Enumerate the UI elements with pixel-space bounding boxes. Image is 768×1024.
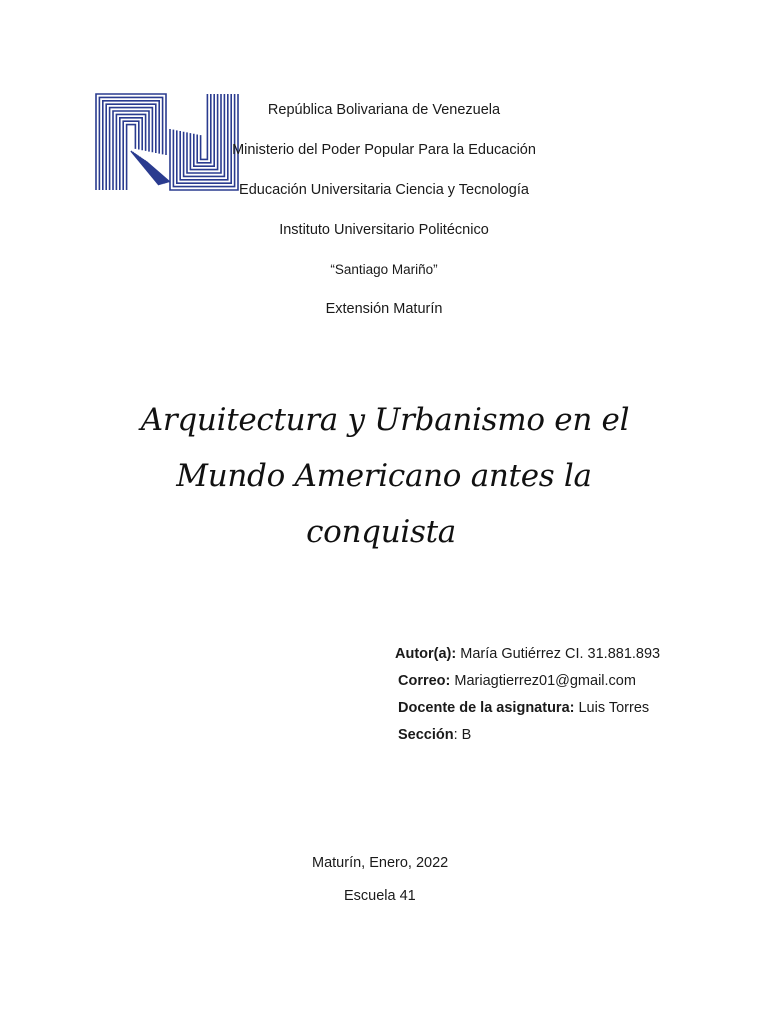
section-value: : B xyxy=(453,727,472,743)
header-institute-name: “Santiago Mariño” xyxy=(330,262,438,277)
document-title xyxy=(0,392,768,560)
email-value: Mariagtierrez01@gmail.com xyxy=(450,673,636,689)
teacher-label: Docente de la asignatura: xyxy=(398,700,575,716)
author-value: María Gutiérrez CI. 31.881.893 xyxy=(456,646,661,662)
section-label: Sección xyxy=(398,727,454,743)
author-label: Autor(a): xyxy=(395,646,457,662)
header-extension: Extensión Maturín xyxy=(325,301,443,317)
email-row xyxy=(395,668,660,695)
title-line-2: Mundo Americano antes la xyxy=(176,458,592,494)
place-date: Maturín, Enero, 2022 xyxy=(312,855,449,871)
section-row xyxy=(395,722,660,749)
teacher-value: Luis Torres xyxy=(574,700,650,716)
header-education: Educación Universitaria Ciencia y Tecnología xyxy=(239,182,529,198)
teacher-row xyxy=(395,695,660,722)
header-institute: Instituto Universitario Politécnico xyxy=(279,222,489,238)
author-row xyxy=(395,641,660,668)
title-line-3: conquista xyxy=(306,514,456,550)
title-line-1: Arquitectura y Urbanismo en el xyxy=(140,402,630,438)
email-label: Correo: xyxy=(398,673,451,689)
header-republic: República Bolivariana de Venezuela xyxy=(267,102,501,118)
author-info-block xyxy=(395,641,660,749)
header-ministry: Ministerio del Poder Popular Para la Educación xyxy=(232,142,536,158)
school-name: Escuela 41 xyxy=(344,888,416,904)
